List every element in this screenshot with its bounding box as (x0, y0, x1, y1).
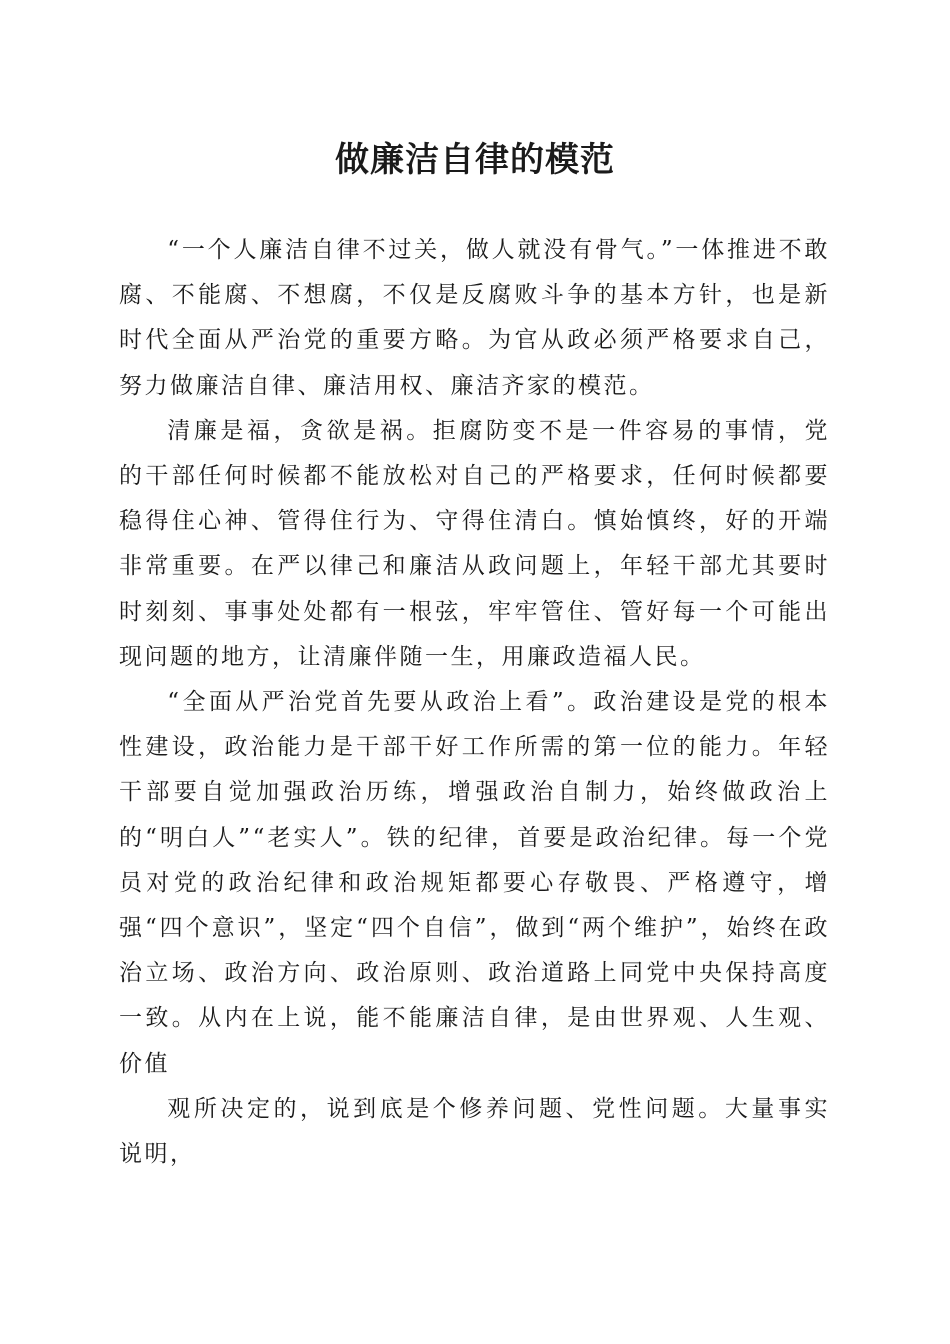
document-body (119, 228, 830, 1177)
document-title: 做廉洁自律的模范 (335, 140, 615, 180)
paragraph: “一个人廉洁自律不过关，做人就没有骨气。”一体推进不敢腐、不能腐、不想腐，不仅是反腐败斗争的基本方针，也是新时代全面从严治党的重要方略。为官从政必须严格要求自己，努力做廉洁自律、廉洁用权、廉洁齐家的模范。 (119, 237, 830, 399)
paragraph: “全面从严治党首先要从政治上看”。政治建设是党的根本性建设，政治能力是干部干好工作所需的第一位的能力。年轻干部要自觉加强政治历练，增强政治自制力，始终做政治上的“明白人”“老实人”。铁的纪律，首要是政治纪律。每一个党员对党的政治纪律和政治规矩都要心存敬畏、严格遵守，增强“四个意识”，坚定“四个自信”，做到“两个维护”，始终在政治立场、政治方向、政治原则、政治道路上同党中央保持高度一致。从内在上说，能不能廉洁自律，是由世界观、人生观、价值 (119, 689, 830, 1077)
paragraph: 清廉是福，贪欲是祸。拒腐防变不是一件容易的事情，党的干部任何时候都不能放松对自己的严格要求，任何时候都要稳得住心神、管得住行为、守得住清白。慎始慎终，好的开端非常重要。在严以律己和廉洁从政问题上，年轻干部尤其要时时刻刻、事事处处都有一根弦，牢牢管住、管好每一个可能出现问题的地方，让清廉伴随一生，用廉政造福人民。 (119, 417, 830, 670)
paragraph: 观所决定的，说到底是个修养问题、党性问题。大量事实说明， (119, 1095, 830, 1168)
